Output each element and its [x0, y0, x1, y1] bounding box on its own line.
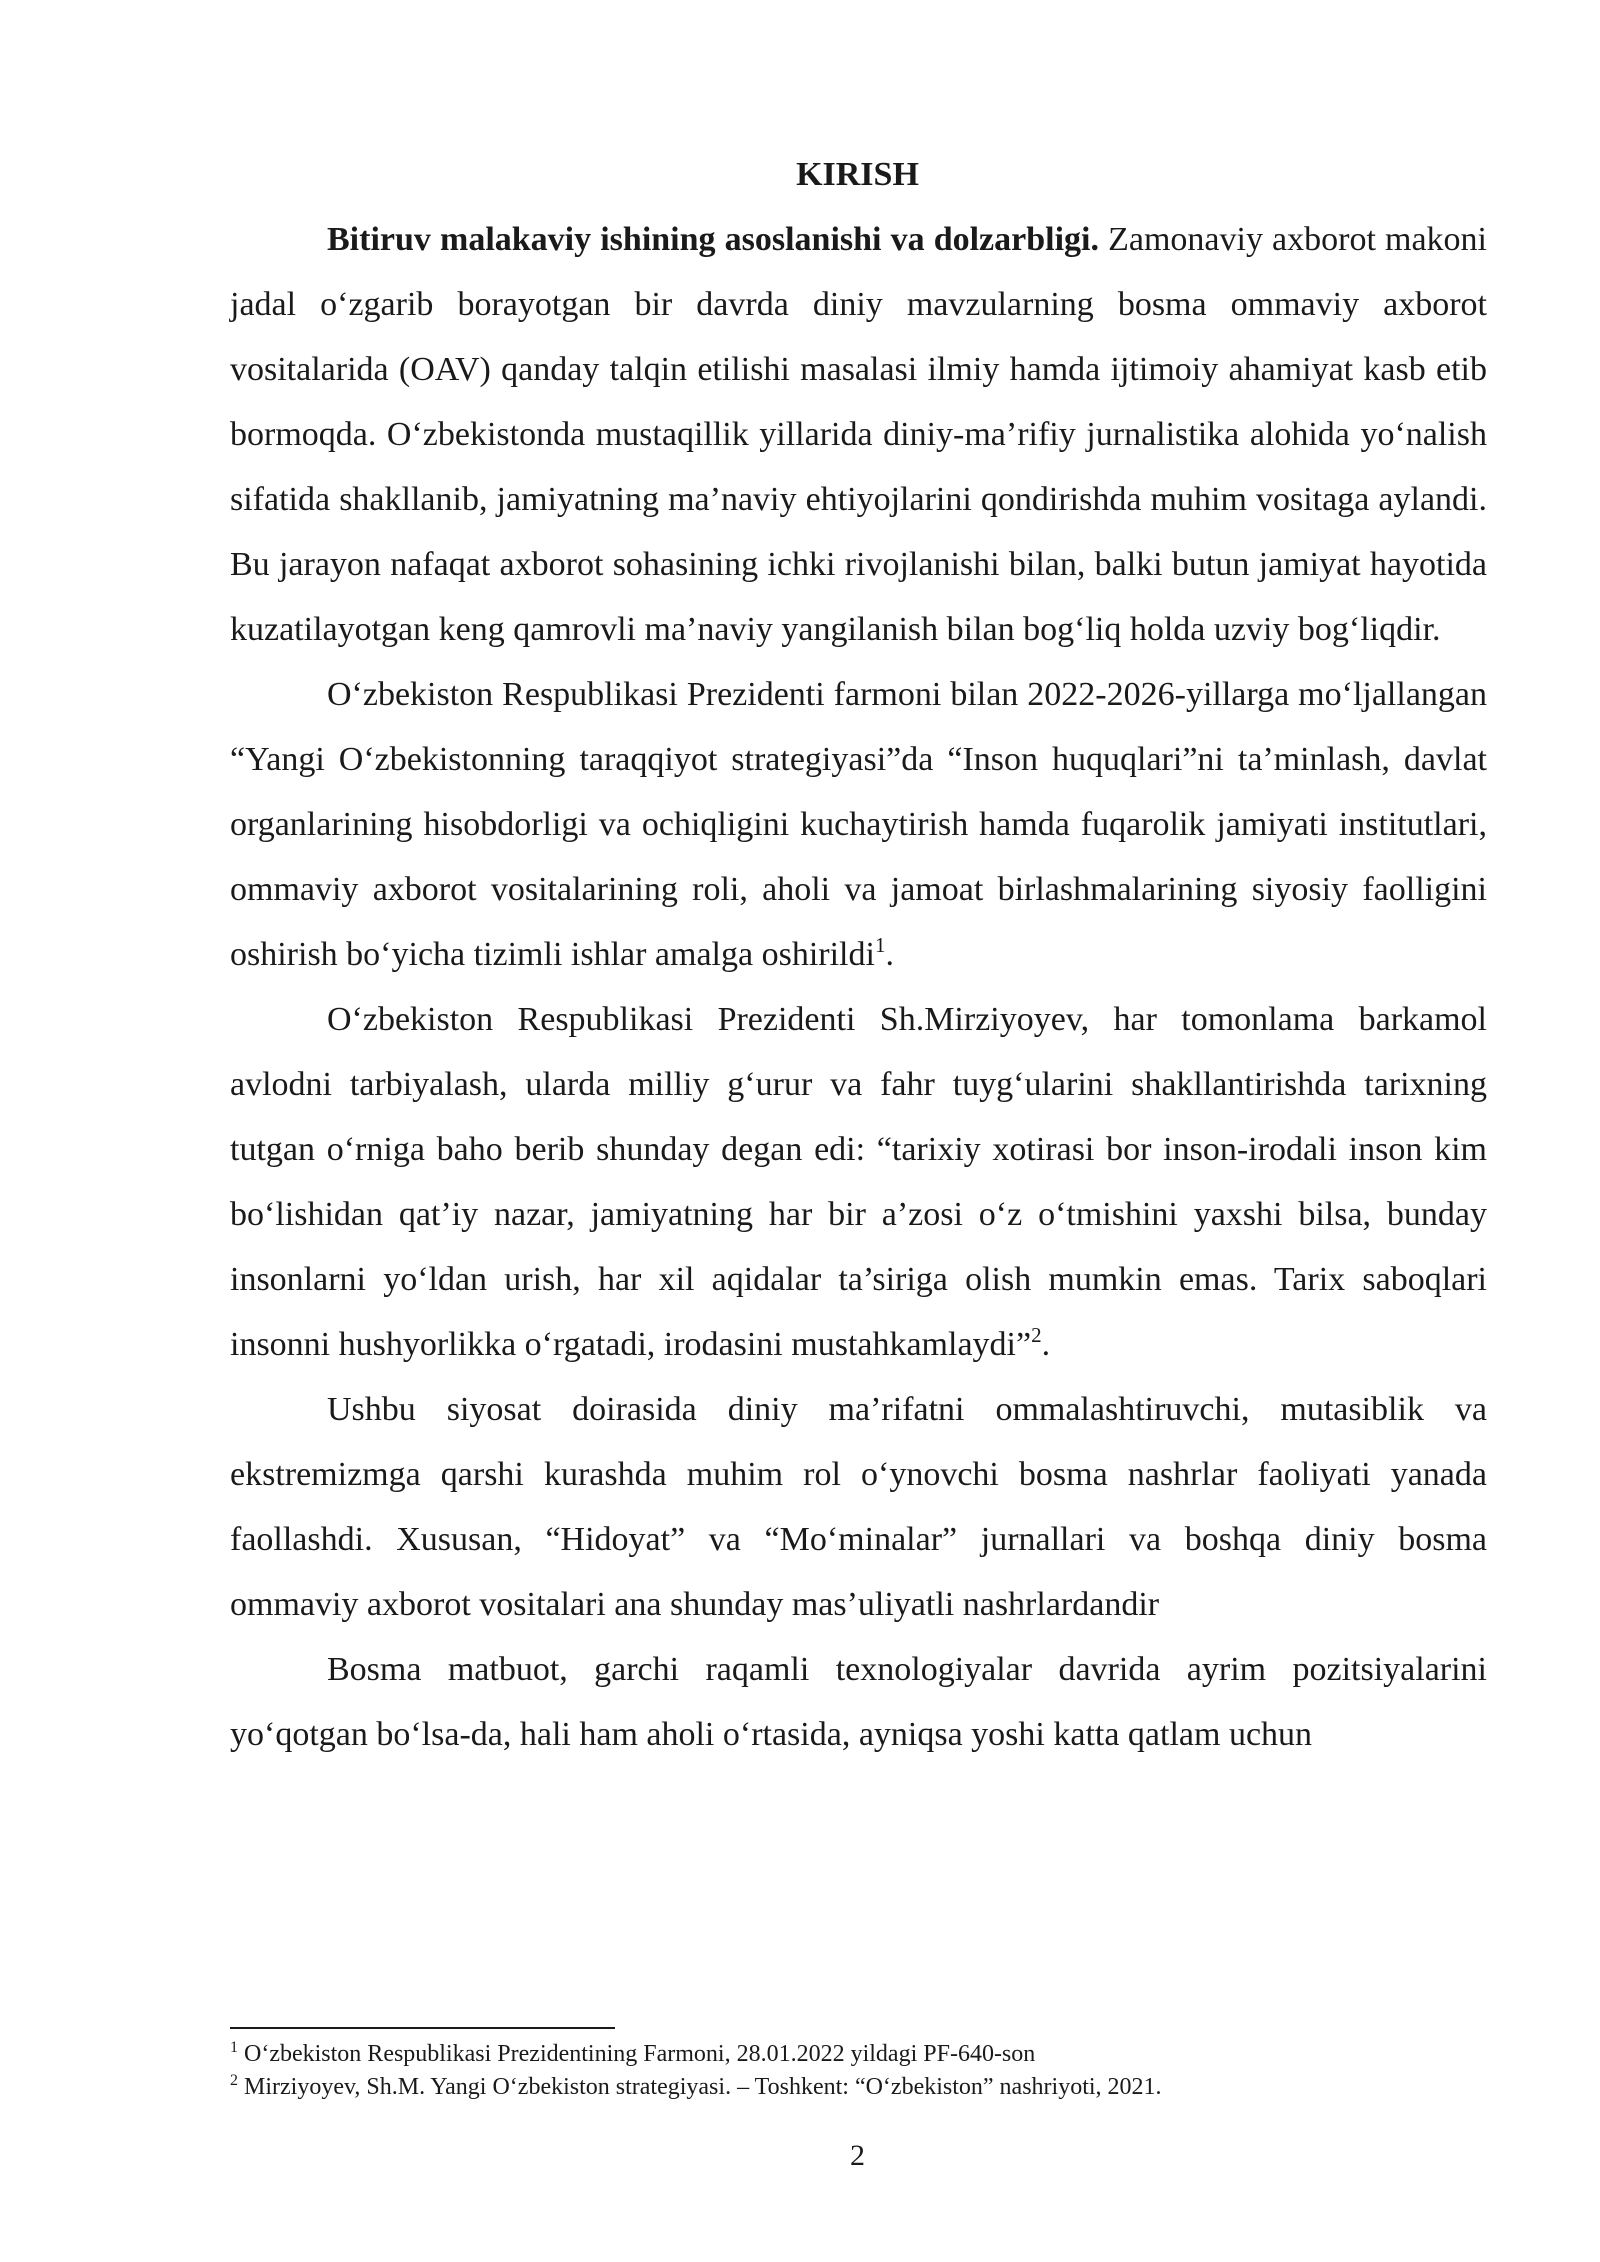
page-number: 2	[850, 2139, 865, 2172]
paragraph-1-text: Zamonaviy axborot makoni jadal o‘zgarib borayotgan bir davrda diniy mavzularning bosma ommaviy axborot vositalarida (OAV) qanday talqin etilishi masalasi ilmiy hamda ijtimoiy ahamiyat kasb etib bormoqda. O‘zbekistonda mustaqillik yillarida diniy-ma’rifiy jurnalistika alohida yo‘nalish sifatida shakllanib, jamiyatning ma’naviy ehtiyojlarini qondirishda muhim vositaga aylandi. Bu jarayon nafaqat axborot sohasining ichki rivojlanishi bilan, balki butun jamiyat hayotida kuzatilayotgan keng qamrovli ma’naviy yangilanish bilan bog‘liq holda uzviy bog‘liqdir.	[230, 221, 1488, 648]
footnote-1	[230, 2038, 1487, 2071]
footnote-ref-2: 2	[1031, 1323, 1042, 1347]
paragraph-2-text: O‘zbekiston Respublikasi Prezidenti farmoni bilan 2022-2026-yillarga mo‘ljallangan “Yangi O‘zbekistonning taraqqiyot strategiyasi”da “Inson huquqlari”ni ta’minlash, davlat organlarining hisobdorligi va ochiqligini kuchaytirish hamda fuqarolik jamiyati institutlari, ommaviy axborot vositalarining roli, aholi va jamoat birlashmalarining siyosiy faolligini oshirish bo‘yicha tizimli ishlar amalga oshirildi	[230, 676, 1487, 973]
paragraph-3-tail: .	[1041, 1326, 1051, 1363]
footnote-ref-1: 1	[874, 933, 886, 957]
footnote-separator	[230, 2027, 615, 2029]
paragraph-3-text: O‘zbekiston Respublikasi Prezidenti Sh.Mirziyoyev, har tomonlama barkamol avlodni tarbiyalash, ularda milliy g‘urur va fahr tuyg‘ularini shakllantirishda tarixning tutgan o‘rniga baho berib shunday degan edi: “tarixiy xotirasi bor inson-irodali inson kim bo‘lishidan qat’iy nazar, jamiyatning har bir a’zosi o‘z o‘tmishini yaxshi bilsa, bunday insonlarni yo‘ldan urish, har xil aqidalar ta’siriga olish mumkin emas. Tarix saboqlari insonni hushyorlikka o‘rgatadi, irodasini mustahkamlaydi”	[230, 1001, 1487, 1363]
paragraph-4	[230, 1377, 1487, 1637]
body-text	[230, 207, 1487, 1767]
footnote-1-text: O‘zbekiston Respublikasi Prezidentining Farmoni, 28.01.2022 yildagi PF-640-son	[238, 2041, 1036, 2067]
footnote-2	[230, 2071, 1487, 2104]
paragraph-1-lead: Bitiruv malakaviy ishining asoslanishi va dolzarbligi.	[327, 221, 1099, 258]
footnote-2-number: 2	[230, 2072, 238, 2089]
paragraph-1	[230, 207, 1487, 662]
paragraph-4-text: Ushbu siyosat doirasida diniy ma’rifatni ommalashtiruvchi, mutasiblik va ekstremizmga qarshi kurashda muhim rol o‘ynovchi bosma nashrlar faoliyati yanada faollashdi. Xususan, “Hidoyat” va “Mo‘minalar” jurnallari va boshqa diniy bosma ommaviy axborot vositalari ana shunday mas’uliyatli nashrlardandir	[230, 1391, 1487, 1623]
footnote-2-text: Mirziyoyev, Sh.M. Yangi O‘zbekiston strategiyasi. – Toshkent: “O‘zbekiston” nashriyoti, 2021.	[238, 2074, 1162, 2100]
paragraph-2	[230, 662, 1487, 987]
paragraph-3	[230, 987, 1487, 1377]
section-heading	[0, 150, 1600, 200]
section-heading-text: KIRISH	[796, 156, 919, 193]
paragraph-2-tail: .	[885, 936, 894, 973]
footnotes	[230, 2038, 1487, 2104]
footnote-1-number: 1	[230, 2039, 238, 2056]
paragraph-5	[230, 1637, 1487, 1767]
paragraph-5-text: Bosma matbuot, garchi raqamli texnologiyalar davrida ayrim pozitsiyalarini yo‘qotgan bo‘lsa-da, hali ham aholi o‘rtasida, ayniqsa yoshi katta qatlam uchun	[230, 1651, 1487, 1753]
